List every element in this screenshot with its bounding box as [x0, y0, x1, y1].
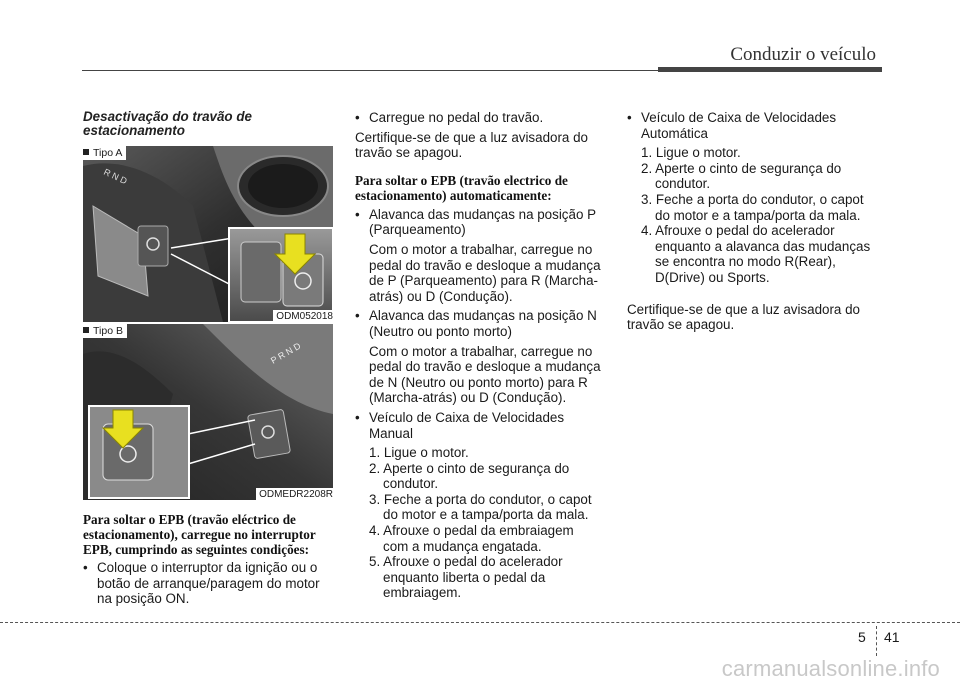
list-item: • Alavanca das mudanças na posição P (Parqueamento) Com o motor a trabalhar, carregue no pedal do travão e desloque a mudança de P (Parqueamento) para R (Marcha- atrás) ou D (Condução). — [355, 206, 601, 304]
square-marker-icon — [83, 327, 89, 333]
chapter-title: Conduzir o veículo — [730, 44, 876, 65]
footer-rule — [0, 622, 960, 623]
list-item: • Carregue no pedal do travão. — [355, 110, 544, 125]
list-item: • Veículo de Caixa de Velocidades Manual — [355, 409, 565, 441]
bullet-icon: • — [355, 308, 360, 324]
paragraph: Certifique-se de que a luz avisadora do travão se apagou. — [355, 129, 588, 161]
column-1 — [83, 110, 333, 607]
epb-switch-photo-b — [83, 324, 333, 500]
figure-tag-a: Tipo A — [83, 146, 126, 160]
square-marker-icon — [83, 149, 89, 155]
bullet-icon: • — [83, 560, 88, 575]
bullet-icon: • — [355, 110, 360, 125]
epb-switch-photo-a — [83, 146, 333, 322]
header-rule-accent — [658, 67, 882, 72]
svg-text:P R N D: P R N D — [269, 340, 303, 366]
bullet-icon: • — [355, 206, 360, 222]
figure-tipo-b — [83, 324, 333, 500]
column-3 — [627, 110, 879, 333]
numbered-list: 1. Ligue o motor. 2. Aperte o cinto de segurança do condutor. 3. Feche a porta do condutor, o capot do motor e a tampa/porta da mala. 4. Afrouxe o pedal da embraiagem com a mudança engatada. 5. Afrouxe o pedal do acelerador enquanto liberta o pedal da embraiagem. — [369, 445, 592, 601]
auto-release-heading: Para soltar o EPB (travão electrico de estacionamento) automaticamente: — [355, 172, 568, 203]
section-title: Desactivação do travão de estacionamento — [83, 109, 252, 138]
bullet-icon: • — [355, 409, 360, 425]
paragraph: Certifique-se de que a luz avisadora do travão se apagou. — [627, 301, 860, 333]
numbered-list: 1. Ligue o motor. 2. Aperte o cinto de segurança do condutor. 3. Feche a porta do condutor, o capot do motor e a tampa/porta da mala. 4. Afrouxe o pedal do acelerador enquanto a alavanca das mudanças se encontra no modo R(Rear), D(Drive) ou Sports. — [641, 145, 871, 285]
page-number: 41 — [884, 629, 900, 645]
list-item: • Coloque o interruptor da ignição ou o botão de arranque/paragem do motor na posição ON. — [83, 560, 320, 607]
svg-text:R N D: R N D — [102, 166, 129, 187]
list-item: • Alavanca das mudanças na posição N (Neutro ou ponto morto) Com o motor a trabalhar, carregue no pedal do travão e desloque a mudança de N (Neutro ou ponto morto) para R (Marcha-atrás) ou D (Condução). — [355, 308, 601, 406]
watermark: carmanualsonline.info — [721, 656, 940, 681]
figure-tipo-a — [83, 146, 333, 322]
figure-code-a: ODM052018 — [273, 310, 333, 322]
column-2 — [355, 110, 605, 601]
release-conditions-heading: Para soltar o EPB (travão eléctrico de estacionamento), carregue no interruptor EPB, cumprindo as seguintes condições: — [83, 512, 316, 557]
figure-code-b: ODMEDR2208R — [256, 488, 333, 500]
section-number: 5 — [858, 629, 866, 645]
page-number-divider — [876, 626, 877, 656]
bullet-icon: • — [627, 110, 632, 125]
figure-tag-b: Tipo B — [83, 324, 127, 338]
list-item: • Veículo de Caixa de Velocidades Automática — [627, 110, 837, 141]
